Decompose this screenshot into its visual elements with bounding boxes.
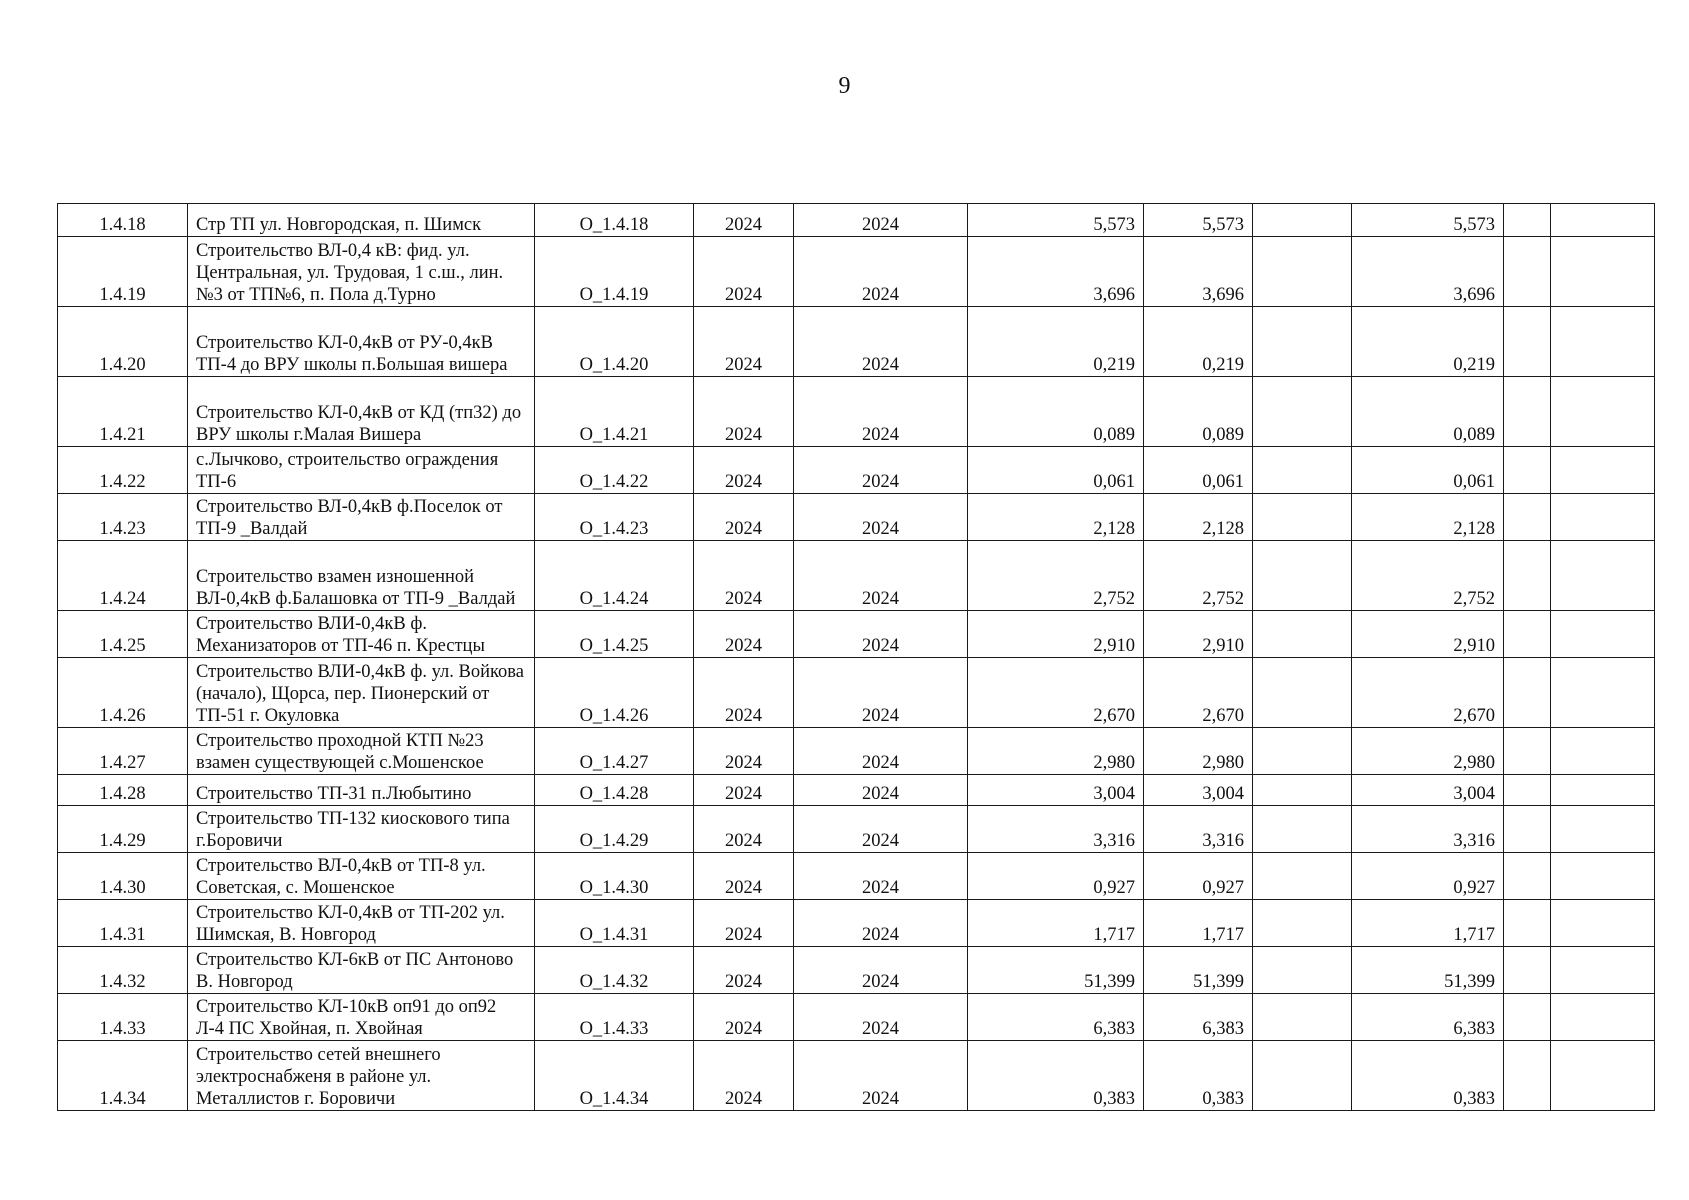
value-6-cell xyxy=(1551,853,1655,900)
value-3-cell xyxy=(1253,237,1352,307)
value-4-cell: 3,004 xyxy=(1352,775,1504,806)
value-6-cell xyxy=(1551,307,1655,377)
value-4-cell: 0,061 xyxy=(1352,447,1504,494)
value-2-cell: 3,696 xyxy=(1144,237,1253,307)
value-2-cell: 0,383 xyxy=(1144,1041,1253,1111)
object-code-cell: O_1.4.22 xyxy=(535,447,694,494)
object-code-cell: O_1.4.34 xyxy=(535,1041,694,1111)
value-3-cell xyxy=(1253,806,1352,853)
value-3-cell xyxy=(1253,377,1352,447)
value-5-cell xyxy=(1504,900,1551,947)
value-2-cell: 0,061 xyxy=(1144,447,1253,494)
value-4-cell: 2,128 xyxy=(1352,494,1504,541)
value-3-cell xyxy=(1253,658,1352,728)
row-number-cell: 1.4.32 xyxy=(58,947,188,994)
row-number-cell: 1.4.27 xyxy=(58,728,188,775)
value-3-cell xyxy=(1253,494,1352,541)
table-row xyxy=(58,728,1655,775)
value-1-cell: 0,219 xyxy=(968,307,1144,377)
value-4-cell: 0,383 xyxy=(1352,1041,1504,1111)
year-end-cell: 2024 xyxy=(794,204,968,237)
value-6-cell xyxy=(1551,1041,1655,1111)
row-number-cell: 1.4.30 xyxy=(58,853,188,900)
value-3-cell xyxy=(1253,947,1352,994)
year-end-cell: 2024 xyxy=(794,775,968,806)
value-2-cell: 1,717 xyxy=(1144,900,1253,947)
year-start-cell: 2024 xyxy=(694,1041,794,1111)
row-number-cell: 1.4.21 xyxy=(58,377,188,447)
object-name-cell: Строительство ТП-31 п.Любытино xyxy=(188,775,535,806)
value-5-cell xyxy=(1504,1041,1551,1111)
year-start-cell: 2024 xyxy=(694,658,794,728)
year-start-cell: 2024 xyxy=(694,611,794,658)
value-6-cell xyxy=(1551,947,1655,994)
value-1-cell: 2,980 xyxy=(968,728,1144,775)
row-number-cell: 1.4.20 xyxy=(58,307,188,377)
table-body xyxy=(58,204,1655,1111)
value-6-cell xyxy=(1551,994,1655,1041)
value-1-cell: 3,004 xyxy=(968,775,1144,806)
value-5-cell xyxy=(1504,494,1551,541)
page-number: 9 xyxy=(838,73,851,99)
value-5-cell xyxy=(1504,237,1551,307)
table-row xyxy=(58,307,1655,377)
value-2-cell: 0,927 xyxy=(1144,853,1253,900)
value-1-cell: 3,696 xyxy=(968,237,1144,307)
year-end-cell: 2024 xyxy=(794,1041,968,1111)
value-6-cell xyxy=(1551,658,1655,728)
value-5-cell xyxy=(1504,611,1551,658)
object-code-cell: O_1.4.18 xyxy=(535,204,694,237)
value-5-cell xyxy=(1504,728,1551,775)
value-3-cell xyxy=(1253,775,1352,806)
object-code-cell: O_1.4.26 xyxy=(535,658,694,728)
object-name-cell: Строительство КЛ-0,4кВ от РУ-0,4кВ ТП-4 до ВРУ школы п.Большая вишера xyxy=(188,307,535,377)
value-4-cell: 2,670 xyxy=(1352,658,1504,728)
year-end-cell: 2024 xyxy=(794,237,968,307)
row-number-cell: 1.4.31 xyxy=(58,900,188,947)
value-5-cell xyxy=(1504,658,1551,728)
value-6-cell xyxy=(1551,806,1655,853)
value-4-cell: 3,696 xyxy=(1352,237,1504,307)
value-5-cell xyxy=(1504,541,1551,611)
table-row xyxy=(58,658,1655,728)
object-code-cell: O_1.4.33 xyxy=(535,994,694,1041)
year-start-cell: 2024 xyxy=(694,994,794,1041)
value-1-cell: 3,316 xyxy=(968,806,1144,853)
table-row xyxy=(58,1041,1655,1111)
value-1-cell: 1,717 xyxy=(968,900,1144,947)
value-2-cell: 3,316 xyxy=(1144,806,1253,853)
object-code-cell: O_1.4.25 xyxy=(535,611,694,658)
value-2-cell: 2,752 xyxy=(1144,541,1253,611)
object-code-cell: O_1.4.28 xyxy=(535,775,694,806)
table-row xyxy=(58,237,1655,307)
value-1-cell: 0,927 xyxy=(968,853,1144,900)
row-number-cell: 1.4.33 xyxy=(58,994,188,1041)
year-start-cell: 2024 xyxy=(694,237,794,307)
value-5-cell xyxy=(1504,947,1551,994)
object-name-cell: Строительство проходной КТП №23 взамен существующей с.Мошенское xyxy=(188,728,535,775)
row-number-cell: 1.4.28 xyxy=(58,775,188,806)
value-1-cell: 5,573 xyxy=(968,204,1144,237)
table-row xyxy=(58,806,1655,853)
year-start-cell: 2024 xyxy=(694,447,794,494)
year-start-cell: 2024 xyxy=(694,775,794,806)
object-code-cell: O_1.4.30 xyxy=(535,853,694,900)
row-number-cell: 1.4.34 xyxy=(58,1041,188,1111)
value-4-cell: 51,399 xyxy=(1352,947,1504,994)
row-number-cell: 1.4.25 xyxy=(58,611,188,658)
value-4-cell: 2,752 xyxy=(1352,541,1504,611)
value-5-cell xyxy=(1504,447,1551,494)
table-row xyxy=(58,204,1655,237)
value-3-cell xyxy=(1253,900,1352,947)
value-3-cell xyxy=(1253,204,1352,237)
object-code-cell: O_1.4.23 xyxy=(535,494,694,541)
object-name-cell: Строительство КЛ-0,4кВ от ТП-202 ул. Шимская, В. Новгород xyxy=(188,900,535,947)
value-3-cell xyxy=(1253,307,1352,377)
row-number-cell: 1.4.22 xyxy=(58,447,188,494)
row-number-cell: 1.4.23 xyxy=(58,494,188,541)
year-end-cell: 2024 xyxy=(794,900,968,947)
object-name-cell: Строительство ВЛИ-0,4кВ ф. Механизаторов от ТП-46 п. Крестцы xyxy=(188,611,535,658)
year-start-cell: 2024 xyxy=(694,806,794,853)
object-code-cell: O_1.4.29 xyxy=(535,806,694,853)
value-5-cell xyxy=(1504,994,1551,1041)
value-2-cell: 2,128 xyxy=(1144,494,1253,541)
table-row xyxy=(58,775,1655,806)
object-name-cell: Стр ТП ул. Новгородская, п. Шимск xyxy=(188,204,535,237)
value-5-cell xyxy=(1504,806,1551,853)
value-6-cell xyxy=(1551,377,1655,447)
year-start-cell: 2024 xyxy=(694,541,794,611)
value-5-cell xyxy=(1504,204,1551,237)
value-4-cell: 0,219 xyxy=(1352,307,1504,377)
object-name-cell: с.Лычково, строительство ограждения ТП-6 xyxy=(188,447,535,494)
object-name-cell: Строительство КЛ-6кВ от ПС Антоново В. Новгород xyxy=(188,947,535,994)
value-6-cell xyxy=(1551,447,1655,494)
value-2-cell: 2,910 xyxy=(1144,611,1253,658)
table-row xyxy=(58,853,1655,900)
value-1-cell: 0,383 xyxy=(968,1041,1144,1111)
value-4-cell: 5,573 xyxy=(1352,204,1504,237)
value-6-cell xyxy=(1551,728,1655,775)
year-start-cell: 2024 xyxy=(694,494,794,541)
year-end-cell: 2024 xyxy=(794,947,968,994)
row-number-cell: 1.4.26 xyxy=(58,658,188,728)
year-start-cell: 2024 xyxy=(694,728,794,775)
value-2-cell: 3,004 xyxy=(1144,775,1253,806)
row-number-cell: 1.4.19 xyxy=(58,237,188,307)
year-start-cell: 2024 xyxy=(694,900,794,947)
value-2-cell: 6,383 xyxy=(1144,994,1253,1041)
value-3-cell xyxy=(1253,728,1352,775)
value-3-cell xyxy=(1253,853,1352,900)
value-6-cell xyxy=(1551,611,1655,658)
year-start-cell: 2024 xyxy=(694,853,794,900)
value-3-cell xyxy=(1253,447,1352,494)
value-3-cell xyxy=(1253,611,1352,658)
object-name-cell: Строительство ВЛ-0,4кВ ф.Поселок от ТП-9 _Валдай xyxy=(188,494,535,541)
value-2-cell: 0,089 xyxy=(1144,377,1253,447)
value-5-cell xyxy=(1504,775,1551,806)
object-name-cell: Строительство взамен изношенной ВЛ-0,4кВ ф.Балашовка от ТП-9 _Валдай xyxy=(188,541,535,611)
year-end-cell: 2024 xyxy=(794,994,968,1041)
value-4-cell: 0,089 xyxy=(1352,377,1504,447)
object-name-cell: Строительство ВЛ-0,4кВ от ТП-8 ул. Советская, с. Мошенское xyxy=(188,853,535,900)
year-start-cell: 2024 xyxy=(694,204,794,237)
value-1-cell: 2,128 xyxy=(968,494,1144,541)
row-number-cell: 1.4.24 xyxy=(58,541,188,611)
value-1-cell: 6,383 xyxy=(968,994,1144,1041)
object-code-cell: O_1.4.21 xyxy=(535,377,694,447)
table-row xyxy=(58,541,1655,611)
value-6-cell xyxy=(1551,775,1655,806)
investment-table xyxy=(57,203,1655,1111)
year-end-cell: 2024 xyxy=(794,806,968,853)
value-1-cell: 2,752 xyxy=(968,541,1144,611)
object-name-cell: Строительство ВЛ-0,4 кВ: фид. ул. Центральная, ул. Трудовая, 1 с.ш., лин. №3 от ТП№6, п. Пола д.Турно xyxy=(188,237,535,307)
year-start-cell: 2024 xyxy=(694,377,794,447)
value-4-cell: 1,717 xyxy=(1352,900,1504,947)
object-code-cell: O_1.4.32 xyxy=(535,947,694,994)
value-1-cell: 2,670 xyxy=(968,658,1144,728)
year-end-cell: 2024 xyxy=(794,447,968,494)
value-1-cell: 0,061 xyxy=(968,447,1144,494)
object-code-cell: O_1.4.19 xyxy=(535,237,694,307)
year-start-cell: 2024 xyxy=(694,307,794,377)
year-end-cell: 2024 xyxy=(794,541,968,611)
value-5-cell xyxy=(1504,377,1551,447)
value-1-cell: 2,910 xyxy=(968,611,1144,658)
year-start-cell: 2024 xyxy=(694,947,794,994)
year-end-cell: 2024 xyxy=(794,728,968,775)
table-row xyxy=(58,900,1655,947)
object-code-cell: O_1.4.20 xyxy=(535,307,694,377)
table-row xyxy=(58,611,1655,658)
object-name-cell: Строительство ВЛИ-0,4кВ ф. ул. Войкова (начало), Щорса, пер. Пионерский от ТП-51 г. Окуловка xyxy=(188,658,535,728)
value-5-cell xyxy=(1504,307,1551,377)
object-name-cell: Строительство КЛ-0,4кВ от КД (тп32) до ВРУ школы г.Малая Вишера xyxy=(188,377,535,447)
object-name-cell: Строительство ТП-132 киоскового типа г.Боровичи xyxy=(188,806,535,853)
value-3-cell xyxy=(1253,541,1352,611)
table-row xyxy=(58,494,1655,541)
value-2-cell: 2,980 xyxy=(1144,728,1253,775)
object-code-cell: O_1.4.31 xyxy=(535,900,694,947)
value-6-cell xyxy=(1551,900,1655,947)
value-4-cell: 6,383 xyxy=(1352,994,1504,1041)
year-end-cell: 2024 xyxy=(794,377,968,447)
value-6-cell xyxy=(1551,494,1655,541)
value-6-cell xyxy=(1551,204,1655,237)
year-end-cell: 2024 xyxy=(794,494,968,541)
year-end-cell: 2024 xyxy=(794,307,968,377)
object-name-cell: Строительство сетей внешнего электроснабженя в районе ул. Металлистов г. Боровичи xyxy=(188,1041,535,1111)
year-end-cell: 2024 xyxy=(794,611,968,658)
value-2-cell: 51,399 xyxy=(1144,947,1253,994)
value-1-cell: 51,399 xyxy=(968,947,1144,994)
value-1-cell: 0,089 xyxy=(968,377,1144,447)
year-end-cell: 2024 xyxy=(794,853,968,900)
value-5-cell xyxy=(1504,853,1551,900)
value-3-cell xyxy=(1253,1041,1352,1111)
table-row xyxy=(58,447,1655,494)
value-4-cell: 0,927 xyxy=(1352,853,1504,900)
object-name-cell: Строительство КЛ-10кВ оп91 до оп92 Л-4 ПС Хвойная, п. Хвойная xyxy=(188,994,535,1041)
value-2-cell: 2,670 xyxy=(1144,658,1253,728)
value-3-cell xyxy=(1253,994,1352,1041)
table-row xyxy=(58,947,1655,994)
value-6-cell xyxy=(1551,541,1655,611)
row-number-cell: 1.4.29 xyxy=(58,806,188,853)
object-code-cell: O_1.4.24 xyxy=(535,541,694,611)
value-4-cell: 3,316 xyxy=(1352,806,1504,853)
year-end-cell: 2024 xyxy=(794,658,968,728)
row-number-cell: 1.4.18 xyxy=(58,204,188,237)
table-row xyxy=(58,994,1655,1041)
table-row xyxy=(58,377,1655,447)
value-4-cell: 2,980 xyxy=(1352,728,1504,775)
value-2-cell: 0,219 xyxy=(1144,307,1253,377)
value-6-cell xyxy=(1551,237,1655,307)
value-2-cell: 5,573 xyxy=(1144,204,1253,237)
object-code-cell: O_1.4.27 xyxy=(535,728,694,775)
value-4-cell: 2,910 xyxy=(1352,611,1504,658)
